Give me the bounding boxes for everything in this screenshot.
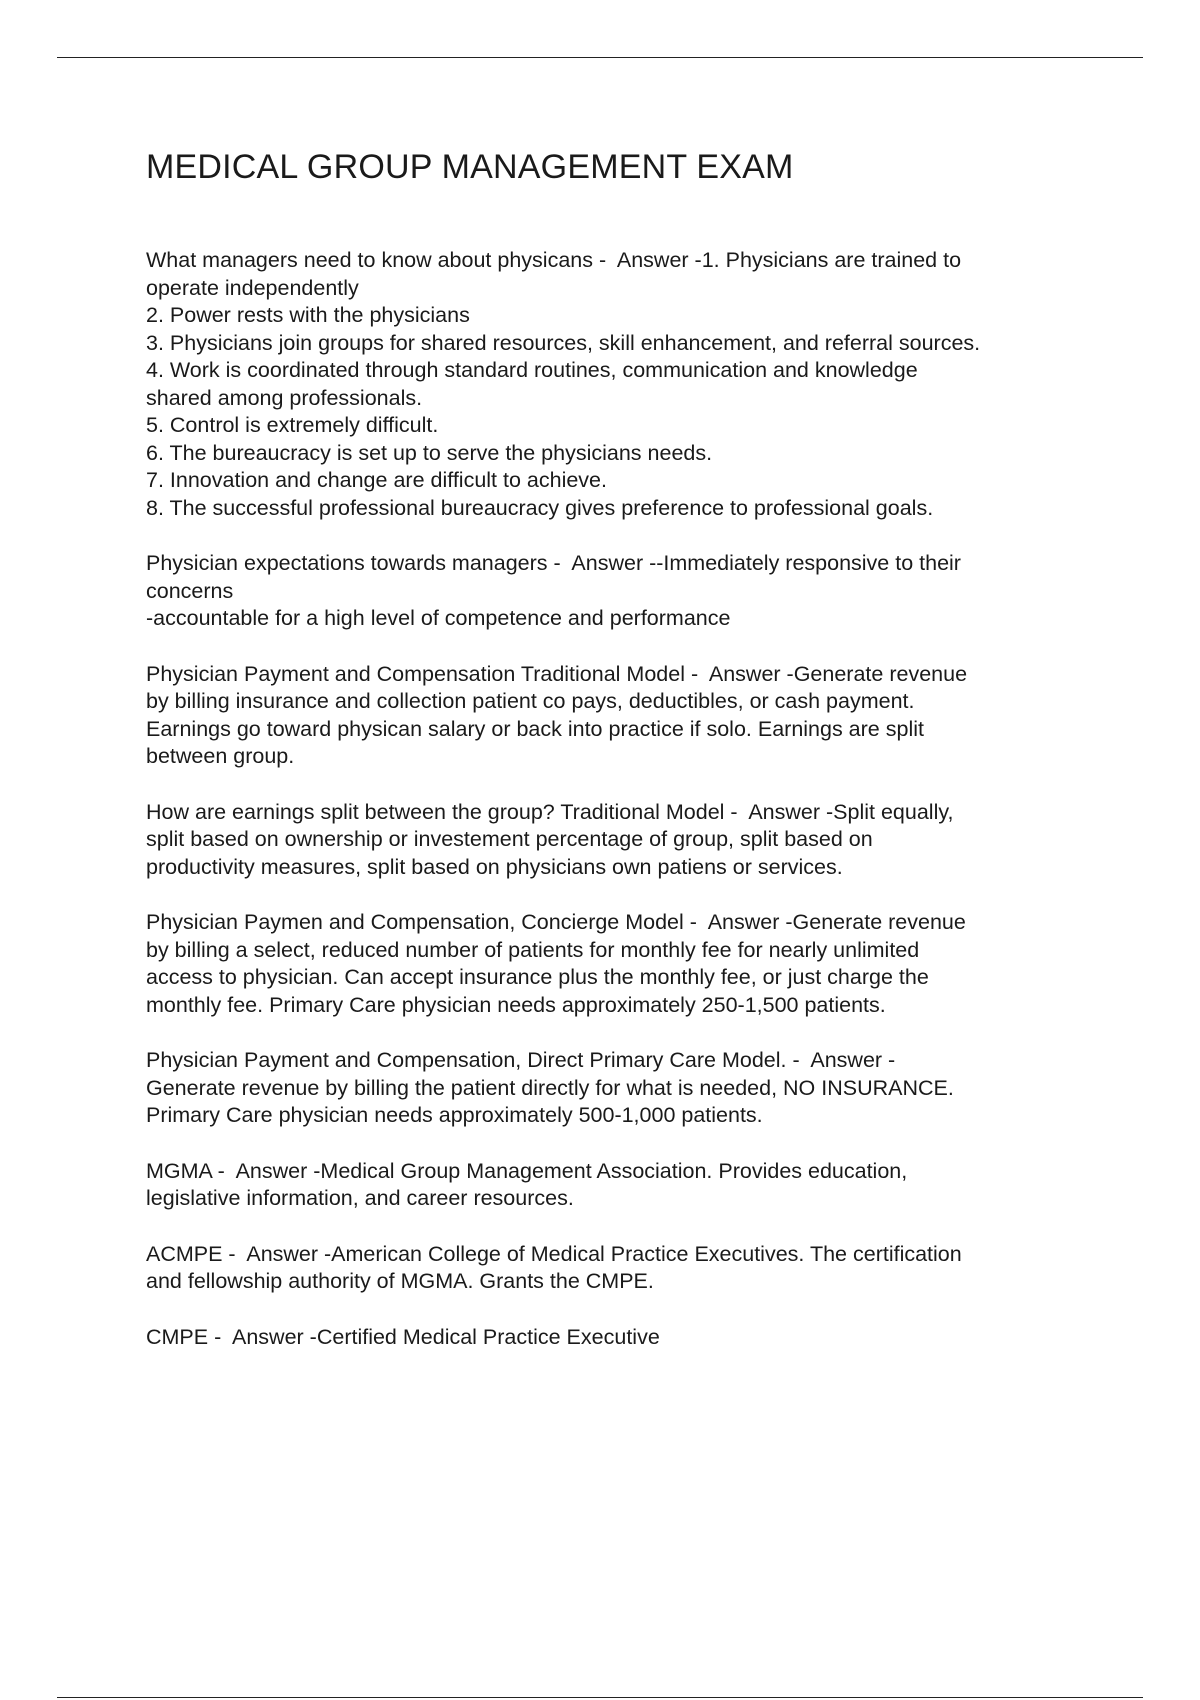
qa-entry — [146, 550, 1106, 633]
qa-line: 7. Innovation and change are difficult to achieve. — [146, 468, 607, 492]
qa-line: Physician Paymen and Compensation, Concierge Model - Answer -Generate revenue — [146, 910, 966, 934]
qa-entry — [146, 1158, 1106, 1213]
qa-line: Physician Payment and Compensation Traditional Model - Answer -Generate revenue — [146, 661, 968, 686]
qa-line: Earnings go toward physican salary or back into practice if solo. Earnings are split — [146, 716, 924, 741]
qa-line: 2. Power rests with the physicians — [146, 303, 470, 327]
qa-line: Physician expectations towards managers - Answer --Immediately responsive to their — [146, 551, 961, 575]
top-divider — [57, 57, 1143, 58]
qa-line: CMPE - Answer -Certified Medical Practice Executive — [146, 1324, 660, 1349]
qa-entry — [146, 1047, 1106, 1130]
qa-line: Primary Care physician needs approximately 500-1,000 patients. — [146, 1103, 763, 1127]
qa-line: 4. Work is coordinated through standard routines, communication and knowledge — [146, 358, 918, 382]
qa-entry — [146, 247, 1106, 522]
qa-line: shared among professionals. — [146, 385, 423, 410]
qa-line: What managers need to know about physicans - Answer -1. Physicians are trained to — [146, 248, 962, 272]
qa-list — [146, 247, 1106, 1351]
qa-line: 6. The bureaucracy is set up to serve the physicians needs. — [146, 440, 713, 465]
qa-line: productivity measures, split based on physicians own patiens or services. — [146, 854, 843, 879]
qa-line: 5. Control is extremely difficult. — [146, 413, 439, 437]
qa-line: operate independently — [146, 275, 359, 300]
qa-line: legislative information, and career resources. — [146, 1186, 574, 1210]
bottom-divider — [57, 1697, 1143, 1698]
qa-line: access to physician. Can accept insurance plus the monthly fee, or just charge the — [146, 965, 929, 989]
qa-line: monthly fee. Primary Care physician needs approximately 250-1,500 patients. — [146, 992, 886, 1017]
qa-entry — [146, 1324, 1106, 1352]
qa-entry — [146, 909, 1106, 1019]
qa-line: between group. — [146, 744, 295, 768]
qa-line: -accountable for a high level of competence and performance — [146, 606, 731, 630]
document-body — [146, 142, 1106, 1379]
qa-line: by billing insurance and collection patient co pays, deductibles, or cash payment. — [146, 689, 915, 713]
qa-line: Physician Payment and Compensation, Direct Primary Care Model. - Answer - — [146, 1048, 896, 1072]
qa-line: Generate revenue by billing the patient directly for what is needed, NO INSURANCE. — [146, 1075, 954, 1100]
qa-line: MGMA - Answer -Medical Group Management Association. Provides education, — [146, 1158, 908, 1183]
qa-entry — [146, 799, 1106, 882]
qa-line: How are earnings split between the group? Traditional Model - Answer -Split equally, — [146, 799, 954, 824]
qa-entry — [146, 1241, 1106, 1296]
qa-line: ACMPE - Answer -American College of Medical Practice Executives. The certification — [146, 1241, 962, 1266]
qa-line: by billing a select, reduced number of patients for monthly fee for nearly unlimited — [146, 937, 920, 962]
document-title: MEDICAL GROUP MANAGEMENT EXAM — [146, 148, 794, 186]
qa-entry — [146, 661, 1106, 771]
qa-line: concerns — [146, 578, 234, 603]
qa-line: split based on ownership or investement percentage of group, split based on — [146, 827, 873, 851]
qa-line: 8. The successful professional bureaucracy gives preference to professional goals. — [146, 495, 934, 520]
qa-line: and fellowship authority of MGMA. Grants the CMPE. — [146, 1269, 654, 1293]
qa-line: 3. Physicians join groups for shared resources, skill enhancement, and referral sources. — [146, 330, 981, 355]
